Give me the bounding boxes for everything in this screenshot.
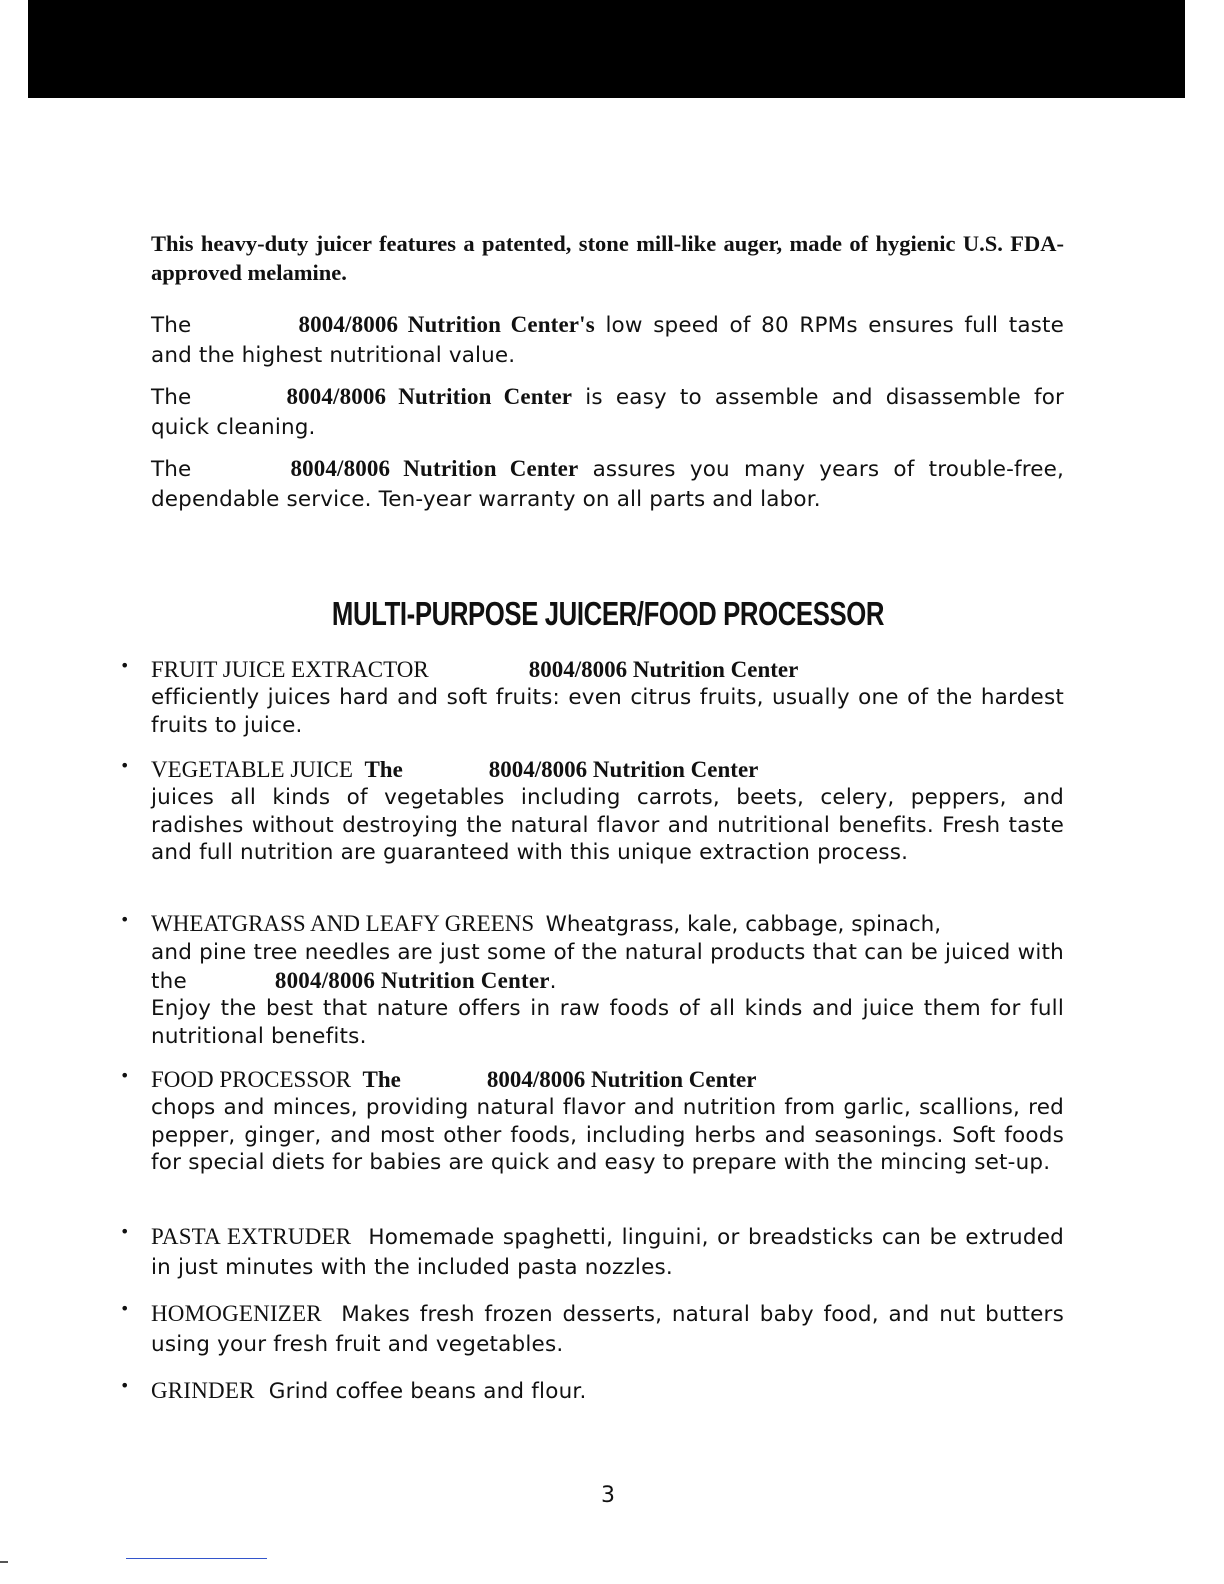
feature-homogenizer	[120, 1299, 1064, 1360]
feature-food-processor	[120, 1066, 1064, 1177]
feature-title-line	[151, 910, 1064, 939]
feature-inline-text: Makes fresh frozen desserts, natural baby food, and nut butters using your fresh fruit and vegetables.	[151, 1302, 1064, 1357]
feature-vegetable-juice	[120, 756, 1064, 867]
bullet: •	[120, 756, 130, 775]
product-name: 8004/8006 Nutrition Center's	[298, 312, 595, 337]
corner-mark	[0, 1561, 8, 1563]
feature-body	[151, 939, 1064, 995]
feature-label: FOOD PROCESSOR	[151, 1067, 352, 1092]
section-heading: MULTI-PURPOSE JUICER/FOOD PROCESSOR	[331, 595, 885, 632]
bullet: •	[120, 1299, 130, 1318]
feature-label: PASTA EXTRUDER	[151, 1224, 352, 1249]
feature-title-line	[151, 1299, 1064, 1360]
product-name: 8004/8006 Nutrition Center	[486, 1067, 757, 1092]
paragraph-lead: The	[151, 457, 192, 482]
footer-rule	[126, 1558, 267, 1559]
paragraph-text: assures you many years of trouble-free, dependable service. Ten-year warranty on all parts and labor.	[151, 457, 1065, 512]
feature-label: WHEATGRASS AND LEAFY GREENS	[151, 911, 535, 936]
product-name: 8004/8006 Nutrition Center	[274, 967, 550, 993]
product-name: 8004/8006 Nutrition Center	[488, 757, 759, 782]
feature-body: efficiently juices hard and soft fruits: even citrus fruits, usually one of the hardest fruits to juice.	[151, 685, 1064, 738]
feature-body: chops and minces, providing natural flavor and nutrition from garlic, scallions, red pepper, ginger, and most other foods, including herbs and seasonings. Soft foods for special diets for babies are quick and easy to prepare with the mincing set-up.	[151, 1095, 1064, 1176]
feature-body: juices all kinds of vegetables including carrots, beets, celery, peppers, and radishes without destroying the natural flavor and nutritional benefits. Fresh taste and full nutrition are guaranteed with this unique extraction process.	[151, 785, 1064, 866]
feature-body-2: Enjoy the best that nature offers in raw foods of all kinds and juice them for full nutritional benefits.	[151, 996, 1064, 1050]
feature-pasta-extruder	[120, 1222, 1064, 1283]
feature-wheatgrass	[120, 910, 1064, 1051]
paragraph-text: is easy to assemble and disassemble for quick cleaning.	[151, 385, 1064, 440]
feature-label: VEGETABLE JUICE	[151, 757, 353, 782]
feature-title-line	[151, 1066, 1064, 1094]
feature-inline-text: Wheatgrass, kale, cabbage, spinach,	[545, 912, 942, 937]
bullet: •	[120, 1222, 130, 1241]
intro-statement: This heavy-duty juicer features a patented, stone mill-like auger, made of hygienic U.S. FDA-approved melamine.	[151, 231, 1064, 285]
page-number: 3	[601, 1483, 615, 1508]
feature-inline-text: Homemade spaghetti, linguini, or breadsticks can be extruded in just minutes with the included pasta nozzles.	[151, 1225, 1064, 1280]
bullet: •	[120, 910, 130, 929]
feature-body-text: and pine tree needles are just some of the natural products that can be juiced with the	[151, 940, 1064, 994]
paragraph-lead: The	[151, 313, 192, 338]
feature-label: FRUIT JUICE EXTRACTOR	[151, 657, 429, 682]
bullet: •	[120, 1376, 130, 1395]
feature-fruit-juice	[120, 656, 1064, 739]
feature-label: HOMOGENIZER	[151, 1301, 322, 1326]
feature-the: The	[362, 1067, 401, 1092]
paragraph-speed	[151, 310, 1064, 371]
feature-inline-text: Grind coffee beans and flour.	[268, 1379, 587, 1404]
product-name: 8004/8006 Nutrition Center	[286, 384, 573, 409]
feature-title-line	[151, 1222, 1064, 1283]
feature-title-line	[151, 1376, 1064, 1407]
bullet: •	[120, 656, 130, 675]
feature-label: GRINDER	[151, 1378, 255, 1403]
feature-the: The	[364, 757, 403, 782]
paragraph-text: low speed of 80 RPMs ensures full taste and the highest nutritional value.	[151, 313, 1064, 368]
feature-title-line	[151, 656, 1064, 684]
paragraph-assembly	[151, 382, 1064, 443]
feature-title-line	[151, 756, 1064, 784]
product-name: 8004/8006 Nutrition Center	[290, 456, 579, 481]
bullet: •	[120, 1066, 130, 1085]
paragraph-lead: The	[151, 385, 192, 410]
feature-grinder	[120, 1376, 1064, 1407]
header-bar	[28, 0, 1185, 98]
paragraph-warranty	[151, 454, 1064, 515]
product-name: 8004/8006 Nutrition Center	[528, 657, 799, 682]
feature-tail: .	[549, 968, 557, 994]
